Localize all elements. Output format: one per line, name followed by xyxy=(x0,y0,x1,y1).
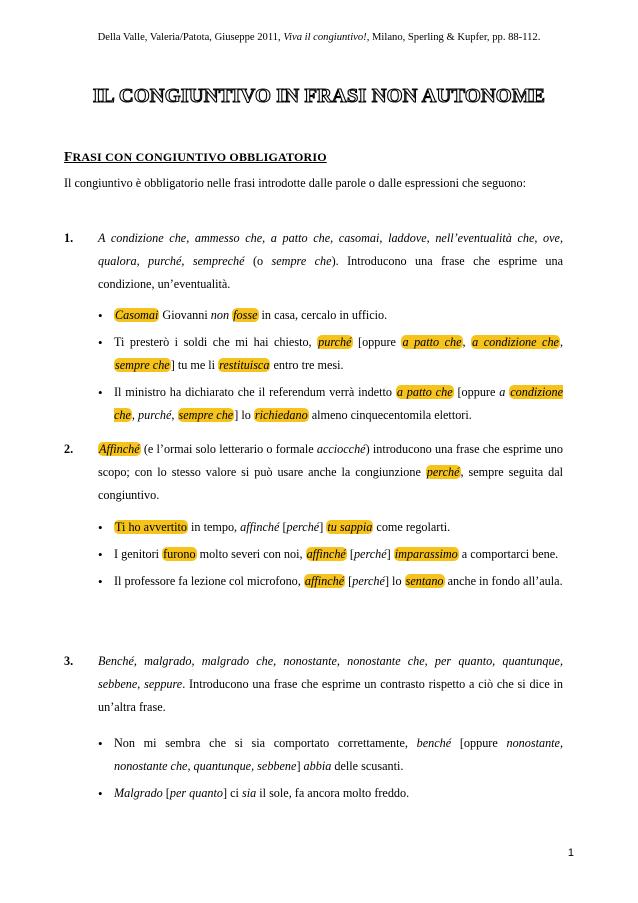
text-run: Benché, malgrado, malgrado che, nonostante, nonostante che, per quanto, quantunque, sebbene, seppure xyxy=(98,654,563,691)
rule-item-1 xyxy=(64,227,563,296)
example-item xyxy=(98,782,563,805)
text-run: Non mi sembra che si sia comportato correttamente, xyxy=(114,736,417,750)
text-run: molto severi con noi, xyxy=(196,547,306,561)
text-run: entro tre mesi. xyxy=(270,358,344,372)
text-run: in casa, cercalo in ufficio. xyxy=(258,308,388,322)
example-list-3 xyxy=(98,732,563,809)
text-run: I genitori xyxy=(114,547,163,561)
text-run: [ xyxy=(279,520,287,534)
highlighted-term: Ti ho avvertito xyxy=(115,520,187,534)
highlighted-term: a patto che xyxy=(396,385,453,399)
bibliographic-reference xyxy=(0,32,638,43)
text-run: benché xyxy=(416,736,452,750)
page-title: IL CONGIUNTIVO IN FRASI NON AUTONOME xyxy=(92,85,546,107)
text-run: per quanto xyxy=(169,786,224,800)
text-run: acciocché xyxy=(316,442,366,456)
highlighted-term: restituisca xyxy=(219,358,270,372)
text-run: Ti presterò i soldi che mi hai chiesto, xyxy=(114,335,318,349)
text-run: (e l’ormai solo letterario o formale xyxy=(140,442,317,456)
highlighted-term: purché xyxy=(318,335,352,349)
text-run: , sempre seguita dal congiuntivo. xyxy=(98,465,563,502)
rule-item-2 xyxy=(64,438,563,507)
text-run: almeno cinquecentomila elettori. xyxy=(308,408,472,422)
text-run: [oppure xyxy=(453,385,500,399)
highlighted-term: affinché xyxy=(304,574,345,588)
text-run: perché xyxy=(352,574,385,588)
rule-item-text xyxy=(98,438,563,507)
text-run: sempre che xyxy=(271,254,332,268)
item-number: 3. xyxy=(64,654,74,668)
text-run: Malgrado xyxy=(114,786,163,800)
text-run: . Introducono una frase che esprime un contrasto rispetto a ciò che si dice in un’altra frase. xyxy=(98,677,564,714)
page-number: 1 xyxy=(567,847,574,859)
text-run: nonostante, nonostante che, quantunque, sebbene xyxy=(114,736,564,773)
highlighted-term: perché xyxy=(426,465,460,479)
item-number: 1. xyxy=(64,231,74,245)
text-run: ] lo xyxy=(234,408,254,422)
highlighted-term: Affinché xyxy=(99,442,140,456)
text-run: Il professore fa lezione col microfono, xyxy=(114,574,304,588)
text-run: [ xyxy=(346,547,354,561)
item-number: 2. xyxy=(64,442,74,456)
text-run: [oppure xyxy=(451,736,507,750)
rule-item-text xyxy=(98,227,563,296)
ref-authors: Della Valle, Valeria/Patota, Giuseppe 2011, xyxy=(97,32,284,43)
example-item xyxy=(98,516,563,539)
highlighted-term: richiedano xyxy=(254,408,308,422)
text-run: come regolarti. xyxy=(373,520,451,534)
text-run: anche in fondo all’aula. xyxy=(444,574,563,588)
text-run: a comportarci bene. xyxy=(458,547,559,561)
highlighted-term: furono xyxy=(163,547,196,561)
text-run: delle scusanti. xyxy=(331,759,404,773)
example-item xyxy=(98,570,563,593)
example-item xyxy=(98,543,563,566)
text-run: , xyxy=(131,408,139,422)
example-list-1 xyxy=(98,304,563,431)
text-run: [ xyxy=(162,786,170,800)
text-run: in tempo, xyxy=(188,520,241,534)
text-run: abbia xyxy=(303,759,332,773)
text-run: (o xyxy=(244,254,272,268)
highlighted-term: fosse xyxy=(233,308,258,322)
text-run: ). Introducono una frase che esprime una condizione, un’eventualità. xyxy=(98,254,563,291)
highlighted-term: condizione che xyxy=(114,385,564,422)
text-run: a xyxy=(499,385,510,399)
text-run: , xyxy=(171,408,178,422)
highlighted-term: Casomai xyxy=(115,308,159,322)
text-run: [oppure xyxy=(352,335,402,349)
highlighted-term: sempre che xyxy=(115,358,170,372)
intro-paragraph: Il congiuntivo è obbligatorio nelle frasi introdotte dalle parole o dalle espressioni che seguono: xyxy=(64,176,526,190)
example-item xyxy=(98,732,563,778)
text-run: ) introducono una frase che esprime uno scopo; con lo stesso valore si può usare anche la congiunzione xyxy=(98,442,563,479)
section-heading-rest: RASI CON CONGIUNTIVO OBBLIGATORIO xyxy=(72,150,327,164)
section-heading xyxy=(64,149,327,165)
highlighted-term: sentano xyxy=(405,574,444,588)
text-run: A condizione che, ammesso che, a patto che, casomai, laddove, nell’eventualità che, ove, qualora, purché, sempreché xyxy=(98,231,563,268)
highlighted-term: imparassimo xyxy=(394,547,458,561)
text-run: ] ci xyxy=(223,786,242,800)
text-run: purché xyxy=(138,408,172,422)
example-item xyxy=(98,381,563,427)
rule-item-3 xyxy=(64,650,563,719)
text-run: ] xyxy=(296,759,304,773)
text-run: ] tu me li xyxy=(170,358,219,372)
text-run: perché xyxy=(286,520,320,534)
text-run: non xyxy=(210,308,230,322)
rule-item-text xyxy=(98,650,563,719)
text-run: ] xyxy=(386,547,394,561)
section-heading-initial: F xyxy=(64,149,73,164)
example-list-2 xyxy=(98,516,563,597)
text-run: [ xyxy=(345,574,353,588)
ref-book-title: Viva il congiuntivo! xyxy=(283,32,367,43)
text-run: , xyxy=(559,335,564,349)
text-run: affinché xyxy=(240,520,280,534)
example-item xyxy=(98,331,563,377)
text-run: ] xyxy=(319,520,327,534)
example-item xyxy=(98,304,563,327)
ref-publisher: , Milano, Sperling & Kupfer, pp. 88-112. xyxy=(366,32,541,43)
text-run: Giovanni xyxy=(159,308,211,322)
text-run: Il ministro ha dichiarato che il referendum verrà indetto xyxy=(114,385,396,399)
text-run: sia xyxy=(241,786,257,800)
highlighted-term: a patto che xyxy=(402,335,462,349)
text-run: il sole, fa ancora molto freddo. xyxy=(256,786,410,800)
text-run: , xyxy=(462,335,472,349)
highlighted-term: a condizione che xyxy=(472,335,559,349)
highlighted-term: affinché xyxy=(306,547,346,561)
text-run: perché xyxy=(353,547,387,561)
highlighted-term: sempre che xyxy=(178,408,234,422)
highlighted-term: tu sappia xyxy=(327,520,373,534)
text-run: ] lo xyxy=(384,574,405,588)
